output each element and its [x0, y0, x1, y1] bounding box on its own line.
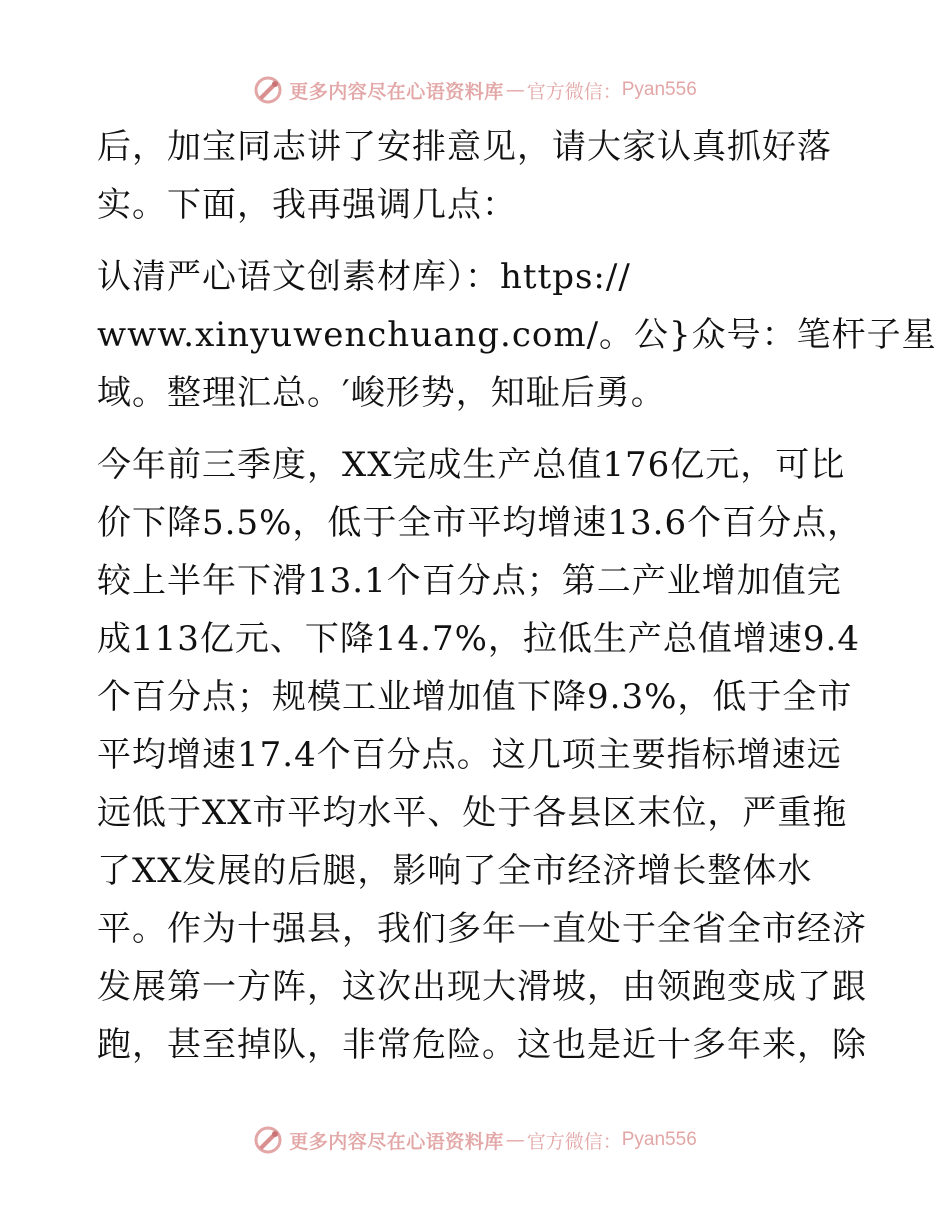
text-line: 后，加宝同志讲了安排意见，请大家认真抓好落	[97, 127, 832, 167]
text-line: 跑，甚至掉队，非常危险。这也是近十多年来，除	[97, 1025, 867, 1065]
watermark-text: 更多内容尽在心语资料库	[289, 1130, 504, 1153]
text-line: 远低于XX市平均水平、处于各县区末位，严重拖	[97, 793, 848, 833]
text-line: 平均增速17.4个百分点。这几项主要指标增速远	[97, 735, 842, 775]
footer-watermark	[0, 1120, 950, 1160]
text-line: 域。整理汇总。′峻形势，知耻后勇。	[97, 373, 666, 413]
text-line: 个百分点；规模工业增加值下降9.3%，低于全市	[97, 677, 853, 717]
watermark-text: 更多内容尽在心语资料库	[289, 80, 504, 103]
watermark-dash: —	[505, 79, 525, 101]
watermark-wechat-id: Pyan556	[621, 1129, 697, 1150]
watermark-official-label: 官方微信：	[526, 1130, 622, 1153]
text-line: www.xinyuwenchuang.com/。公}众号：笔杆子星	[97, 315, 937, 355]
document-body	[97, 118, 937, 1074]
paragraph-url	[97, 248, 937, 422]
text-line: 平。作为十强县，我们多年一直处于全省全市经济	[97, 909, 867, 949]
text-line: 成113亿元、下降14.7%，拉低生产总值增速9.4	[97, 619, 860, 659]
quill-logo-icon	[253, 1125, 283, 1155]
text-line: 较上半年下滑13.1个百分点；第二产业增加值完	[97, 561, 842, 601]
text-line: 了XX发展的后腿，影响了全市经济增长整体水	[97, 851, 813, 891]
text-line: 今年前三季度，XX完成生产总值176亿元，可比	[97, 445, 846, 485]
text-line: 实。下面，我再强调几点：	[97, 185, 517, 225]
watermark-dash: —	[505, 1129, 525, 1151]
text-line: 认清严心语文创素材库）：https://	[97, 257, 631, 297]
text-line: 价下降5.5%，低于全市平均增速13.6个百分点，	[97, 503, 863, 543]
watermark-wechat-id: Pyan556	[621, 79, 697, 100]
header-watermark	[0, 70, 950, 110]
text-line: 发展第一方阵，这次出现大滑坡，由领跑变成了跟	[97, 967, 867, 1007]
quill-logo-icon	[253, 75, 283, 105]
paragraph-intro	[97, 118, 857, 234]
watermark-official-label: 官方微信：	[526, 80, 622, 103]
paragraph-economy	[97, 436, 867, 1074]
